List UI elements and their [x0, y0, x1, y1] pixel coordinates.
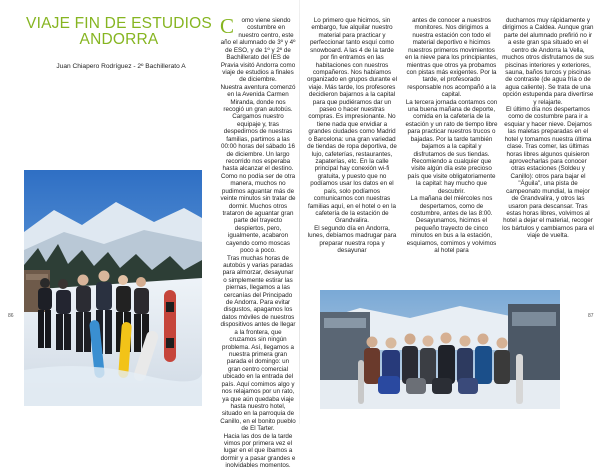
- paragraph: Hacia las dos de la tarde vimos por primera vez el lugar en el que íbamos a dormir y a pasar grandes e inolvidables momentos.: [220, 432, 296, 470]
- article-column-2: [306, 17, 398, 255]
- paragraph: El último día nos despertamos como de costumbre para ir a esquiar y hacer nieve. Dejamos las maletas preparadas en el hotel y tomamos nuestra última clase. Tras comer, las últimas horas libres algunos quisieron aprovecharlas para conocer otras estaciones (Soldeu y Canillo): otros para bajar el "Águila", una pista de campeonato mundial, la mejor de Grandvalira, y otros las usaron para descansar. Tras estas horas libres, volvimos al hotel a dejar el material, recoger los bártulos y cambiarnos para el viaje de vuelta.: [502, 106, 594, 240]
- drop-cap: C: [220, 14, 235, 38]
- article-column-1: [220, 14, 296, 470]
- page-number-left: 86: [8, 313, 14, 319]
- paragraph: La mañana del miércoles nos despertamos, como de costumbre, antes de las 8:00. Desayunamos, hicimos el pequeño trayecto de cinco minutos en bus a la estación, esquiamos, comimos y volvimos al hotel para: [406, 195, 497, 255]
- paragraph: antes de conocer a nuestros monitores. Nos dirigimos a nuestra estación con todo el material deportivo e hicimos nuestros primeros movimientos en la nieve para los principiantes, mientras que otros ya probamos con pistas más exigentes. Por la tarde, el profesorado responsable nos acompañó a la capital.: [405, 17, 498, 99]
- page-number-right: 87: [588, 313, 594, 319]
- article-title: VIAJE FIN DE ESTUDIOS: [26, 15, 212, 32]
- paragraph: C omo viene siendo costumbre en nuestro centro, este año el alumnado de 3º y 4º de ESO, y de 1º y 2º de Bachillerato del IES de Pravia visitó Andorra como viaje de estudios a finales de diciembre.: [220, 14, 296, 84]
- article-column-4: [502, 17, 594, 240]
- paragraph: Nuestra aventura comenzó en la Avenida Carmen Miranda, donde nos recogió un gran autobús. Cargamos nuestro equipaje y, tras despedirnos de nuestras familias, partimos a las 00:00 horas del sábado 16 de diciembre. Un largo recorrido nos esperaba hasta alcanzar el destino. Como no podía ser de otra manera, muchos no pudimos aguantar más de veinte minutos sin tratar de dormir. Muchos otros trataron de aguantar gran parte del trayecto despiertos, pero, igualmente, acabaron cayendo como moscas poco a poco.: [220, 83, 296, 255]
- article-column-3: [405, 17, 498, 255]
- paragraph: La tercera jornada contamos con una buena mañana de deporte, comida en la cafetería de la estación y un rato de tiempo libre para practicar nuestros trucos o bajadas. Por la tarde también bajamos a la capital y disfrutamos de sus tiendas. Recomiendo a cualquier que visite algún día este precioso país que visite obligatoriamente la capital: hay mucho que descubrir.: [405, 98, 498, 195]
- paragraph: Lo primero que hicimos, sin embargo, fue alquilar nuestro material para practicar y perfeccionar tanto esquí como snowboard. A las 4 de la tarde por fin entramos en las habitaciones con nuestros compañeros. Nos habíamos organizado en grupos durante el viaje. Más tarde, los profesores decidieron bajarnos a la capital para que pudiéramos dar un paseo o hacer nuestras compras. Es impresionante. No tiene nada que envidiar a grandes ciudades como Madrid o Barcelona: una gran variedad de tiendas de ropa deportiva, de lujo, cafeterías, restaurantes, zapaterías, etc. En la calle principal hay conexión wi-fi gratuita, y puesto que no podíamos usar los datos en el país, solo podíamos comunicarnos con nuestras familias aquí, en el hotel o en la cafetería de la estación de Grandvalira.: [307, 17, 397, 225]
- photo-group-station: [320, 290, 560, 409]
- paragraph: El segundo día en Andorra, lunes, debíamos madrugar para preparar nuestra ropa y desayunar: [307, 224, 397, 255]
- photo-group-station-illustration: [320, 290, 560, 409]
- page-spread-divider: [299, 0, 300, 424]
- article-author: Juan Chiapero Rodríguez - 2º Bachillerato A: [56, 63, 186, 70]
- article-title-destination: ANDORRA: [79, 31, 159, 48]
- photo-snowboarders: [24, 170, 202, 406]
- photo-snowboarders-illustration: [24, 170, 202, 406]
- paragraph: Tras muchas horas de autobús y varias paradas para almorzar, desayunar o simplemente estirar las piernas, llegamos a las cercanías del Principado de Andorra. Para evitar disgustos, apagamos los datos móviles de nuestros dispositivos antes de llegar a la frontera, que cruzamos sin ningún problema. Así, llegamos a nuestra primera gran parada el domingo: un gran centro comercial ubicado en la entrada del país. Aquí comimos algo y nos relajamos por un rato, ya que aún quedaba viaje hasta nuestro hotel, situado en la parroquia de Canillo, en el bonito pueblo de El Tarter.: [220, 254, 296, 433]
- paragraph: ducharnos muy rápidamente y dirigirnos a Caldea. Aunque gran parte del alumnado prefirió no ir a este gran spa situado en el centro de Andorra la Vella, muchos otros disfrutamos de sus piscinas interiores y exteriores, sauna, baños turcos y piscinas de contraste (de agua fría o de agua caliente). Se trata de una opción estupenda para divertirse y relajarte.: [502, 17, 594, 106]
